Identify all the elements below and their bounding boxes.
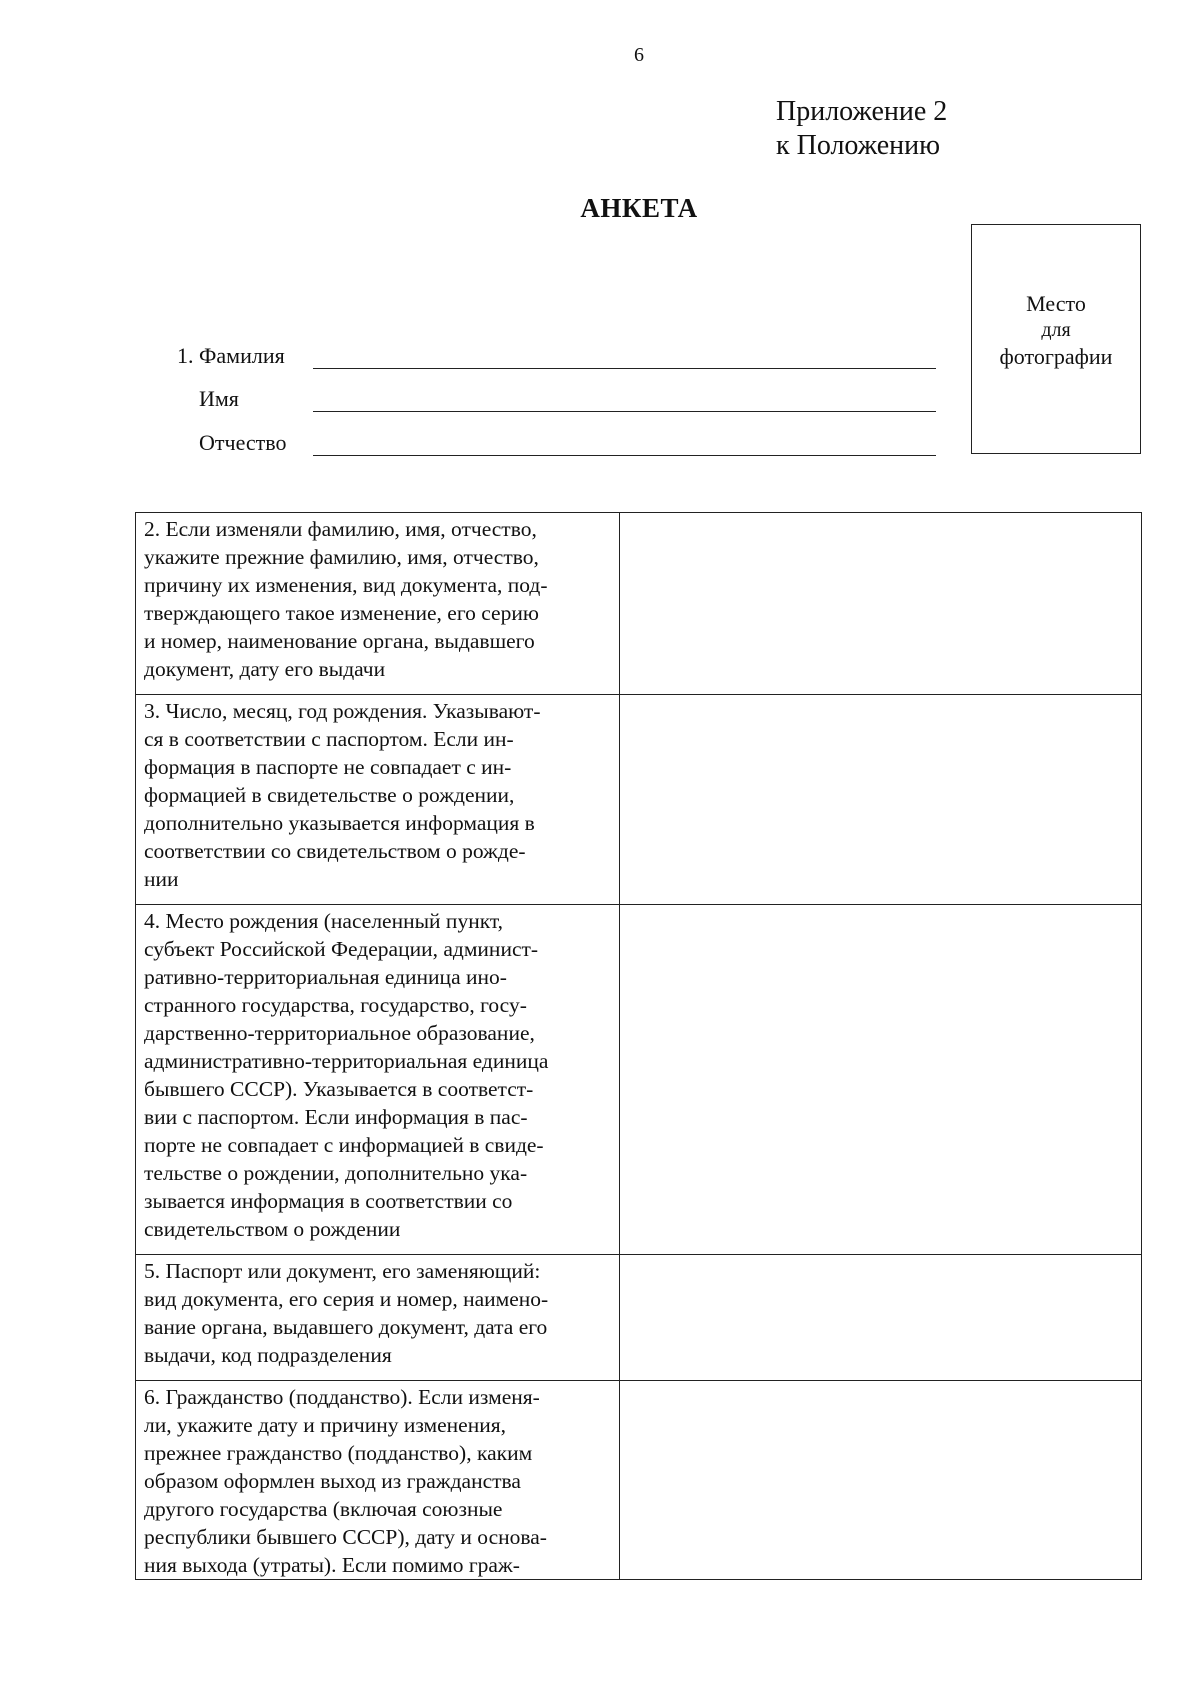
answer-cell[interactable] — [620, 513, 1142, 695]
answer-cell[interactable] — [620, 905, 1142, 1255]
answer-cell[interactable] — [620, 1381, 1142, 1580]
document-title: АНКЕТА — [580, 193, 698, 223]
patronymic-row — [0, 422, 940, 456]
surname-label: 1. Фамилия — [177, 343, 285, 368]
page-number: 6 — [634, 44, 644, 66]
photo-label-line-1: Место — [1026, 291, 1086, 316]
table-row — [136, 905, 1142, 1255]
question-cell — [136, 695, 620, 905]
appendix-line-2: к Положению — [776, 130, 941, 161]
photo-label-line-3: фотографии — [999, 344, 1113, 369]
question-cell — [136, 1255, 620, 1381]
name-label: Имя — [199, 386, 239, 411]
table-row — [136, 1255, 1142, 1381]
photo-placeholder[interactable] — [971, 224, 1141, 454]
surname-field[interactable] — [313, 368, 936, 369]
photo-label-line-2: для — [1041, 319, 1071, 341]
table-row — [136, 695, 1142, 905]
name-row — [0, 378, 940, 412]
appendix-line-1: Приложение 2 — [776, 96, 948, 127]
question-text: 3. Число, месяц, год рождения. Указывают- ся в соответствии с паспортом. Если ин- формация в паспорте не совпадает с ин- формацией в свидетельстве о рождении, дополнительно указывается информация в соответствии со свидетельством о рожде- нии — [144, 699, 541, 891]
question-text: 5. Паспорт или документ, его заменяющий: вид документа, его серия и номер, наимено- вание органа, выдавшего документ, дата его выдачи, код подразделения — [144, 1259, 549, 1367]
patronymic-field[interactable] — [313, 455, 936, 456]
name-field[interactable] — [313, 411, 936, 412]
answer-cell[interactable] — [620, 1255, 1142, 1381]
patronymic-label: Отчество — [199, 430, 287, 455]
questionnaire-table — [135, 512, 1142, 1580]
table-row — [136, 513, 1142, 695]
question-cell — [136, 513, 620, 695]
question-cell — [136, 905, 620, 1255]
surname-row — [0, 335, 940, 369]
answer-cell[interactable] — [620, 695, 1142, 905]
appendix-heading — [776, 95, 947, 163]
question-cell — [136, 1381, 620, 1580]
question-text: 4. Место рождения (населенный пункт, субъект Российской Федерации, админист- ративно-территориальная единица ино- странного государства, государство, госу- дарственно-территориальное образование, административно-территориальная единица бывшего СССР). Указывается в соответст- вии с паспортом. Если информация в пас- порте не совпадает с информацией в свиде- тельстве о рождении, дополнительно ука- зывается информация в соответствии со свидетельством о рождении — [144, 909, 549, 1241]
table-row — [136, 1381, 1142, 1580]
question-text: 2. Если изменяли фамилию, имя, отчество, укажите прежние фамилию, имя, отчество, причину их изменения, вид документа, под- тверждающего такое изменение, его серию и номер, наименование органа, выдавшего документ, дату его выдачи — [144, 517, 548, 681]
question-text: 6. Гражданство (подданство). Если изменя- ли, укажите дату и причину изменения, прежнее гражданство (подданство), каким образом оформлен выход из гражданства другого государства (включая союзные республики бывшего СССР), дату и основа- ния выхода (утраты). Если помимо граж- — [144, 1385, 547, 1577]
